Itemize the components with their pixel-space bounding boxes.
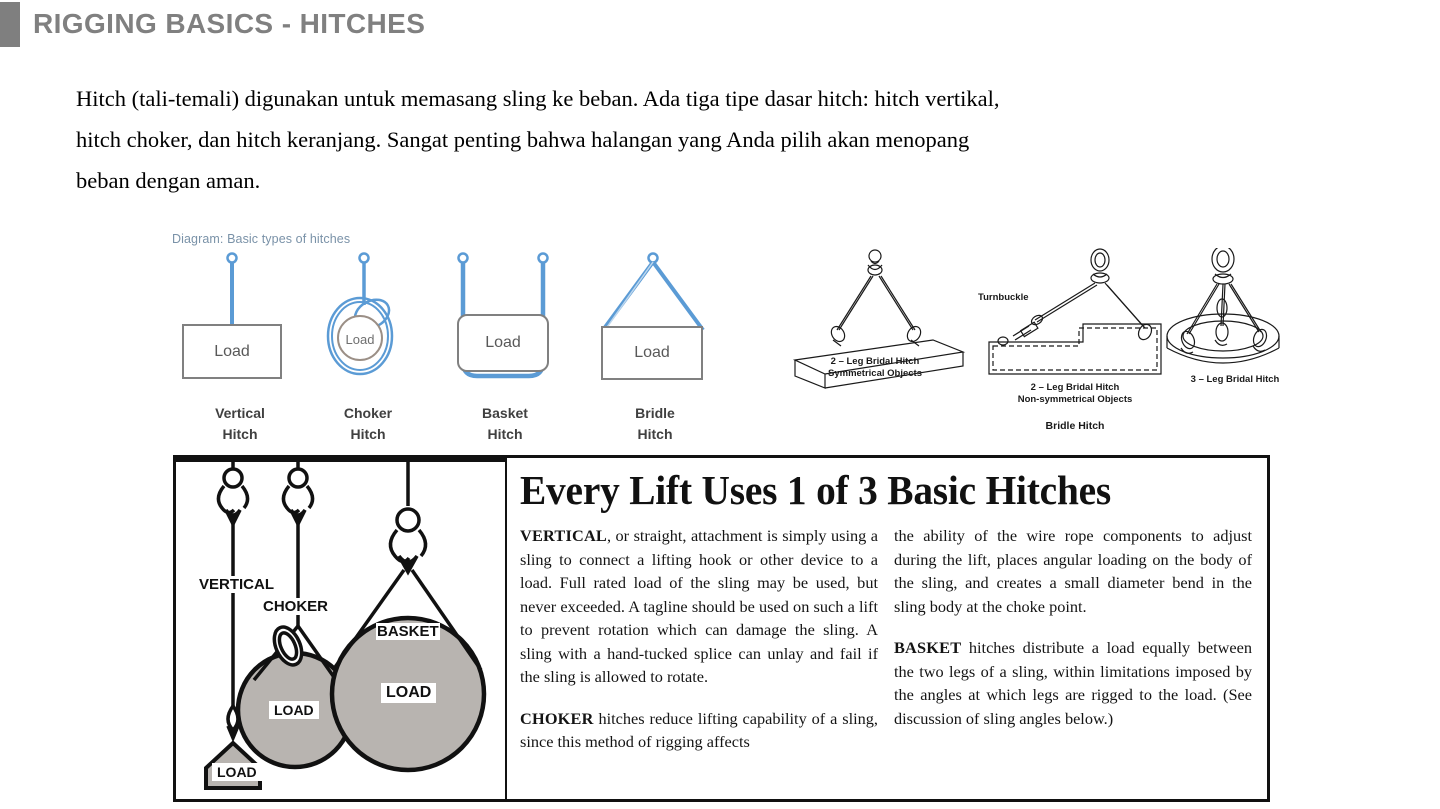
load-chip-vertical: LOAD <box>212 763 262 781</box>
panel-column-left <box>520 524 878 772</box>
panel-column-right <box>894 524 1252 772</box>
paragraph-choker: CHOKER hitches reduce lifting capability of a sling, since this method of rigging affects <box>520 708 878 751</box>
basic-hitches-panel <box>173 455 1270 802</box>
illustration-label-choker: CHOKER <box>263 598 329 615</box>
svg-text:Load: Load <box>345 332 375 347</box>
lineart-2leg-nonsymmetrical <box>975 248 1175 438</box>
lineart-2leg-symmetrical <box>775 248 975 398</box>
intro-paragraph: Hitch (tali-temali) digunakan untuk memasang sling ke beban. Ada tiga tipe dasar hitch: hitch vertikal, hitch choker, dan hitch keranjang. Sangat penting bahwa halangan yang Anda pilih akan menopang beban dengan aman. <box>76 86 1000 193</box>
load-chip-choker: LOAD <box>269 701 319 719</box>
figure-basket-hitch <box>435 248 575 448</box>
slide-title-bar <box>0 0 425 48</box>
lineart-caption-right: 3 – Leg Bridal Hitch <box>1190 374 1280 385</box>
paragraph-choker-cont: the ability of the wire rope components to adjust during the lift, places angular loading on the body of the sling, and creates a small diameter bend in the sling body at the choke point. <box>894 526 1252 616</box>
paragraph-basket: BASKET hitches distribute a load equally between the two legs of a sling, within limitations imposed by the angles at which legs are rigged to the load. (See discussion of sling angles below.) <box>894 638 1252 728</box>
figure-bridle-hitch <box>585 248 725 448</box>
figure-label-vertical: Vertical Hitch <box>215 405 265 442</box>
paragraph-vertical: VERTICAL, or straight, attachment is simply using a sling to connect a lifting hook or other device to a load. Full rated load of the sling may be used, but never exceeded. A tagline should be used on such a lift to prevent rotation which can damage the sling. A sling with a hand-tucked splice can unlay and fail if the sling is allowed to rotate. <box>520 526 878 686</box>
paragraph-lead-choker: CHOKER <box>520 708 594 728</box>
illustration-label-vertical: VERTICAL <box>199 576 274 593</box>
paragraph-lead-basket: BASKET <box>894 638 962 657</box>
figure-label-basket: Basket Hitch <box>482 405 528 442</box>
diagram-caption: Diagram: Basic types of hitches <box>172 232 351 246</box>
load-box: Load <box>457 314 549 372</box>
two-leg-nonsymmetrical-icon <box>975 248 1175 398</box>
panel-columns <box>520 524 1253 772</box>
load-box: Load <box>601 326 703 380</box>
lineart-group-label: Bridle Hitch <box>1045 420 1105 432</box>
figure-label-choker: Choker Hitch <box>343 405 393 442</box>
lineart-caption-middle: 2 – Leg Bridal Hitch Non-symmetrical Objects <box>1017 382 1133 405</box>
panel-text-body <box>514 458 1267 799</box>
load-chip-basket: LOAD <box>381 683 436 703</box>
basic-hitch-diagram <box>170 248 730 448</box>
figure-vertical-hitch <box>170 248 310 448</box>
panel-divider <box>505 458 507 799</box>
panel-headline: Every Lift Uses 1 of 3 Basic Hitches <box>520 467 1112 513</box>
turnbuckle-annotation: Turnbuckle <box>978 292 1029 303</box>
lineart-caption-left: 2 – Leg Bridal Hitch Symmetrical Objects <box>828 356 922 379</box>
choker-hitch-icon <box>298 248 438 398</box>
title-accent-bar <box>0 2 20 47</box>
load-box: Load <box>182 324 282 379</box>
figure-label-bridle: Bridle Hitch <box>635 405 675 442</box>
figure-choker-hitch <box>298 248 438 448</box>
illustration-label-basket: BASKET <box>377 623 439 640</box>
paragraph-lead-vertical: VERTICAL <box>520 526 607 545</box>
three-hitches-illustration-icon <box>176 458 506 799</box>
page-title: RIGGING BASICS - HITCHES <box>33 8 426 39</box>
lineart-3leg <box>1155 248 1315 408</box>
panel-illustration <box>176 458 506 799</box>
